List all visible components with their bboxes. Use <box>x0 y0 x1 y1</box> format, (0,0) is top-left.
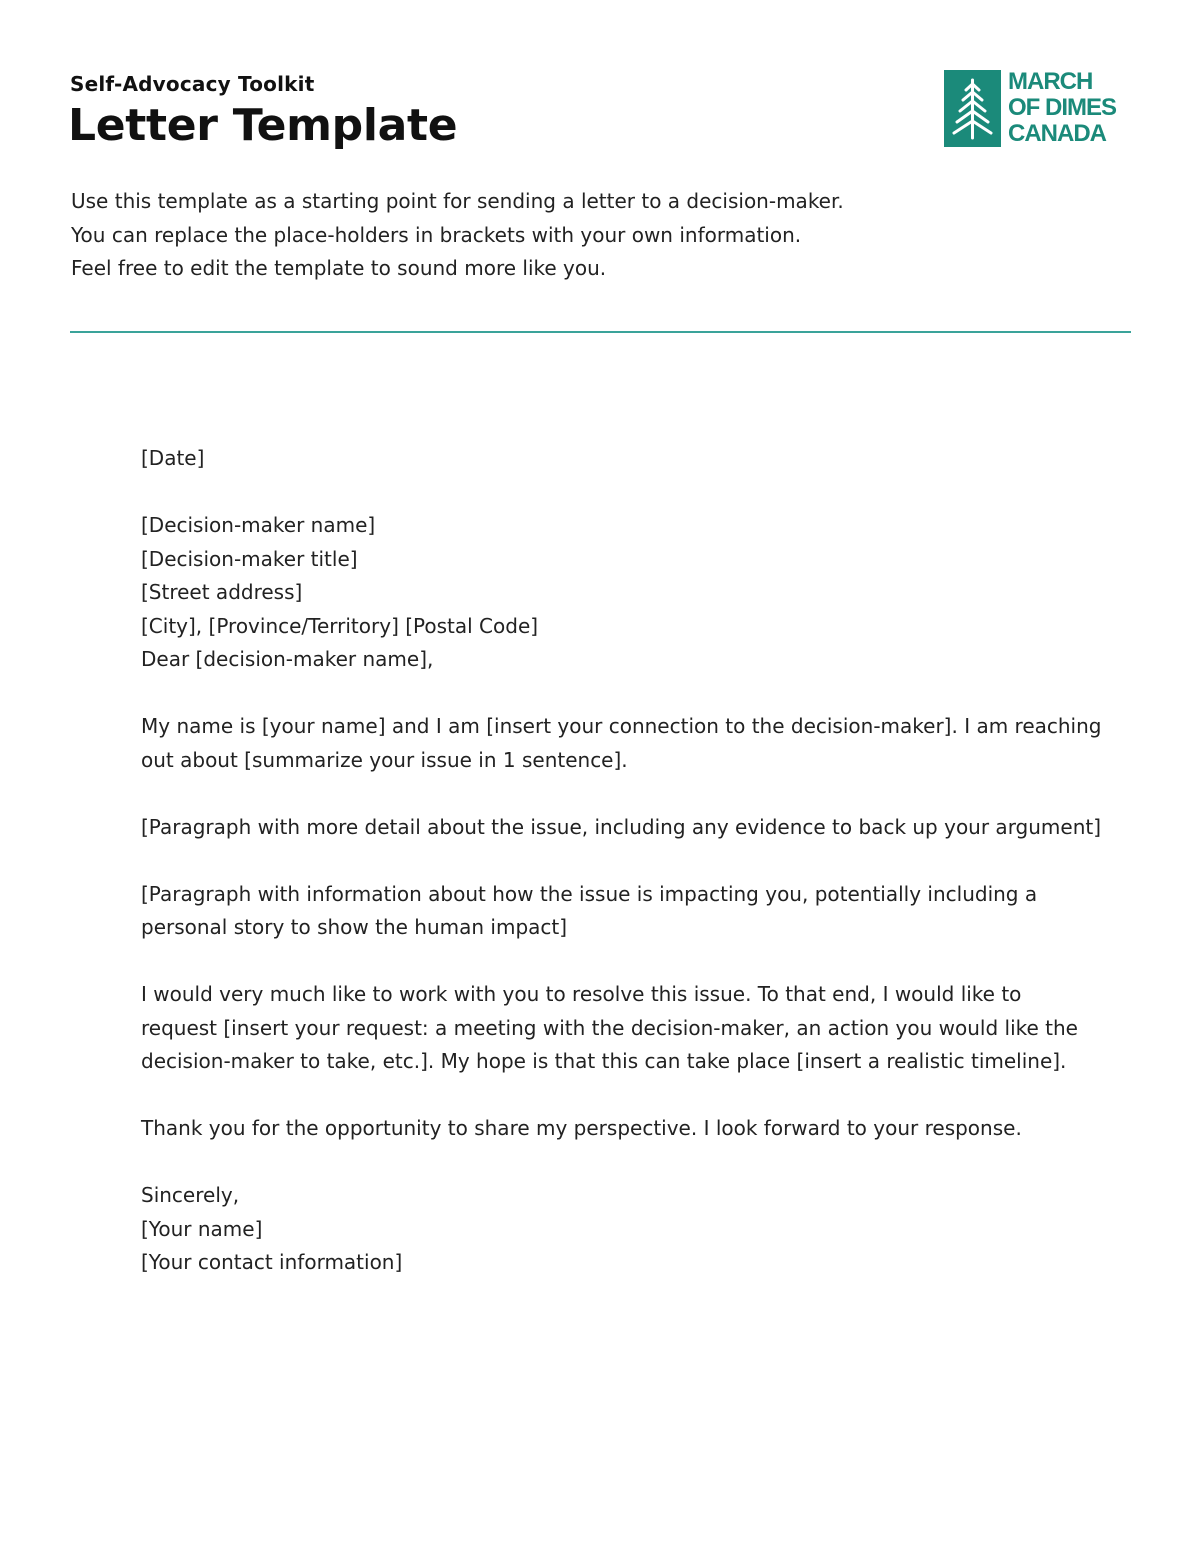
paragraph-introduction <box>141 710 1101 777</box>
salutation: Dear [decision-maker name], <box>141 647 434 671</box>
intro-text <box>71 185 1071 286</box>
paragraph-line: decision-maker to take, etc.]. My hope is that this can take place [insert a realistic timeline]. <box>141 1049 1067 1073</box>
intro-line: Use this template as a starting point for sending a letter to a decision-maker. <box>71 189 844 213</box>
paragraph-line: [Paragraph with information about how the issue is impacting you, potentially including a <box>141 881 1038 906</box>
paragraph-line: personal story to show the human impact] <box>141 915 568 939</box>
paragraph-line: [Paragraph with more detail about the issue, including any evidence to back up your argument] <box>141 814 1102 839</box>
paragraph-line: My name is [your name] and I am [insert your connection to the decision-maker]. I am reaching <box>141 714 1102 738</box>
paragraph-thanks <box>141 1112 1101 1146</box>
recipient-title: [Decision-maker title] <box>141 546 358 571</box>
march-of-dimes-logo <box>944 70 1134 148</box>
letter-date: [Date] <box>141 446 205 470</box>
paragraph-line: I would very much like to work with you to resolve this issue. To that end, I would like to <box>141 982 1022 1006</box>
recipient-street: [Street address] <box>141 580 303 604</box>
page-title: Letter Template <box>68 100 458 151</box>
section-divider <box>70 331 1131 333</box>
paragraph-line: request [insert your request: a meeting with the decision-maker, an action you would like the <box>141 1015 1078 1040</box>
paragraph-request <box>141 978 1101 1079</box>
logo-line-2: OF DIMES <box>1008 94 1117 121</box>
signature-name: [Your name] <box>141 1216 263 1241</box>
recipient-city: [City], [Province/Territory] [Postal Code] <box>141 613 539 638</box>
paragraph-details <box>141 811 1101 845</box>
paragraph-impact <box>141 878 1101 945</box>
paragraph-line: Thank you for the opportunity to share my perspective. I look forward to your response. <box>141 1116 1022 1140</box>
tree-icon <box>944 70 1001 147</box>
closing: Sincerely, <box>141 1183 240 1207</box>
paragraph-line: out about [summarize your issue in 1 sentence]. <box>141 747 628 772</box>
logo-line-1: MARCH <box>1008 68 1093 95</box>
toolkit-label: Self-Advocacy Toolkit <box>70 72 315 96</box>
intro-line: Feel free to edit the template to sound more like you. <box>71 256 607 280</box>
intro-line: You can replace the place-holders in brackets with your own information. <box>71 222 802 247</box>
letter-template-body <box>141 442 1101 1280</box>
recipient-name: [Decision-maker name] <box>141 513 376 537</box>
logo-line-3: CANADA <box>1008 120 1106 147</box>
signature-contact: [Your contact information] <box>141 1250 403 1274</box>
